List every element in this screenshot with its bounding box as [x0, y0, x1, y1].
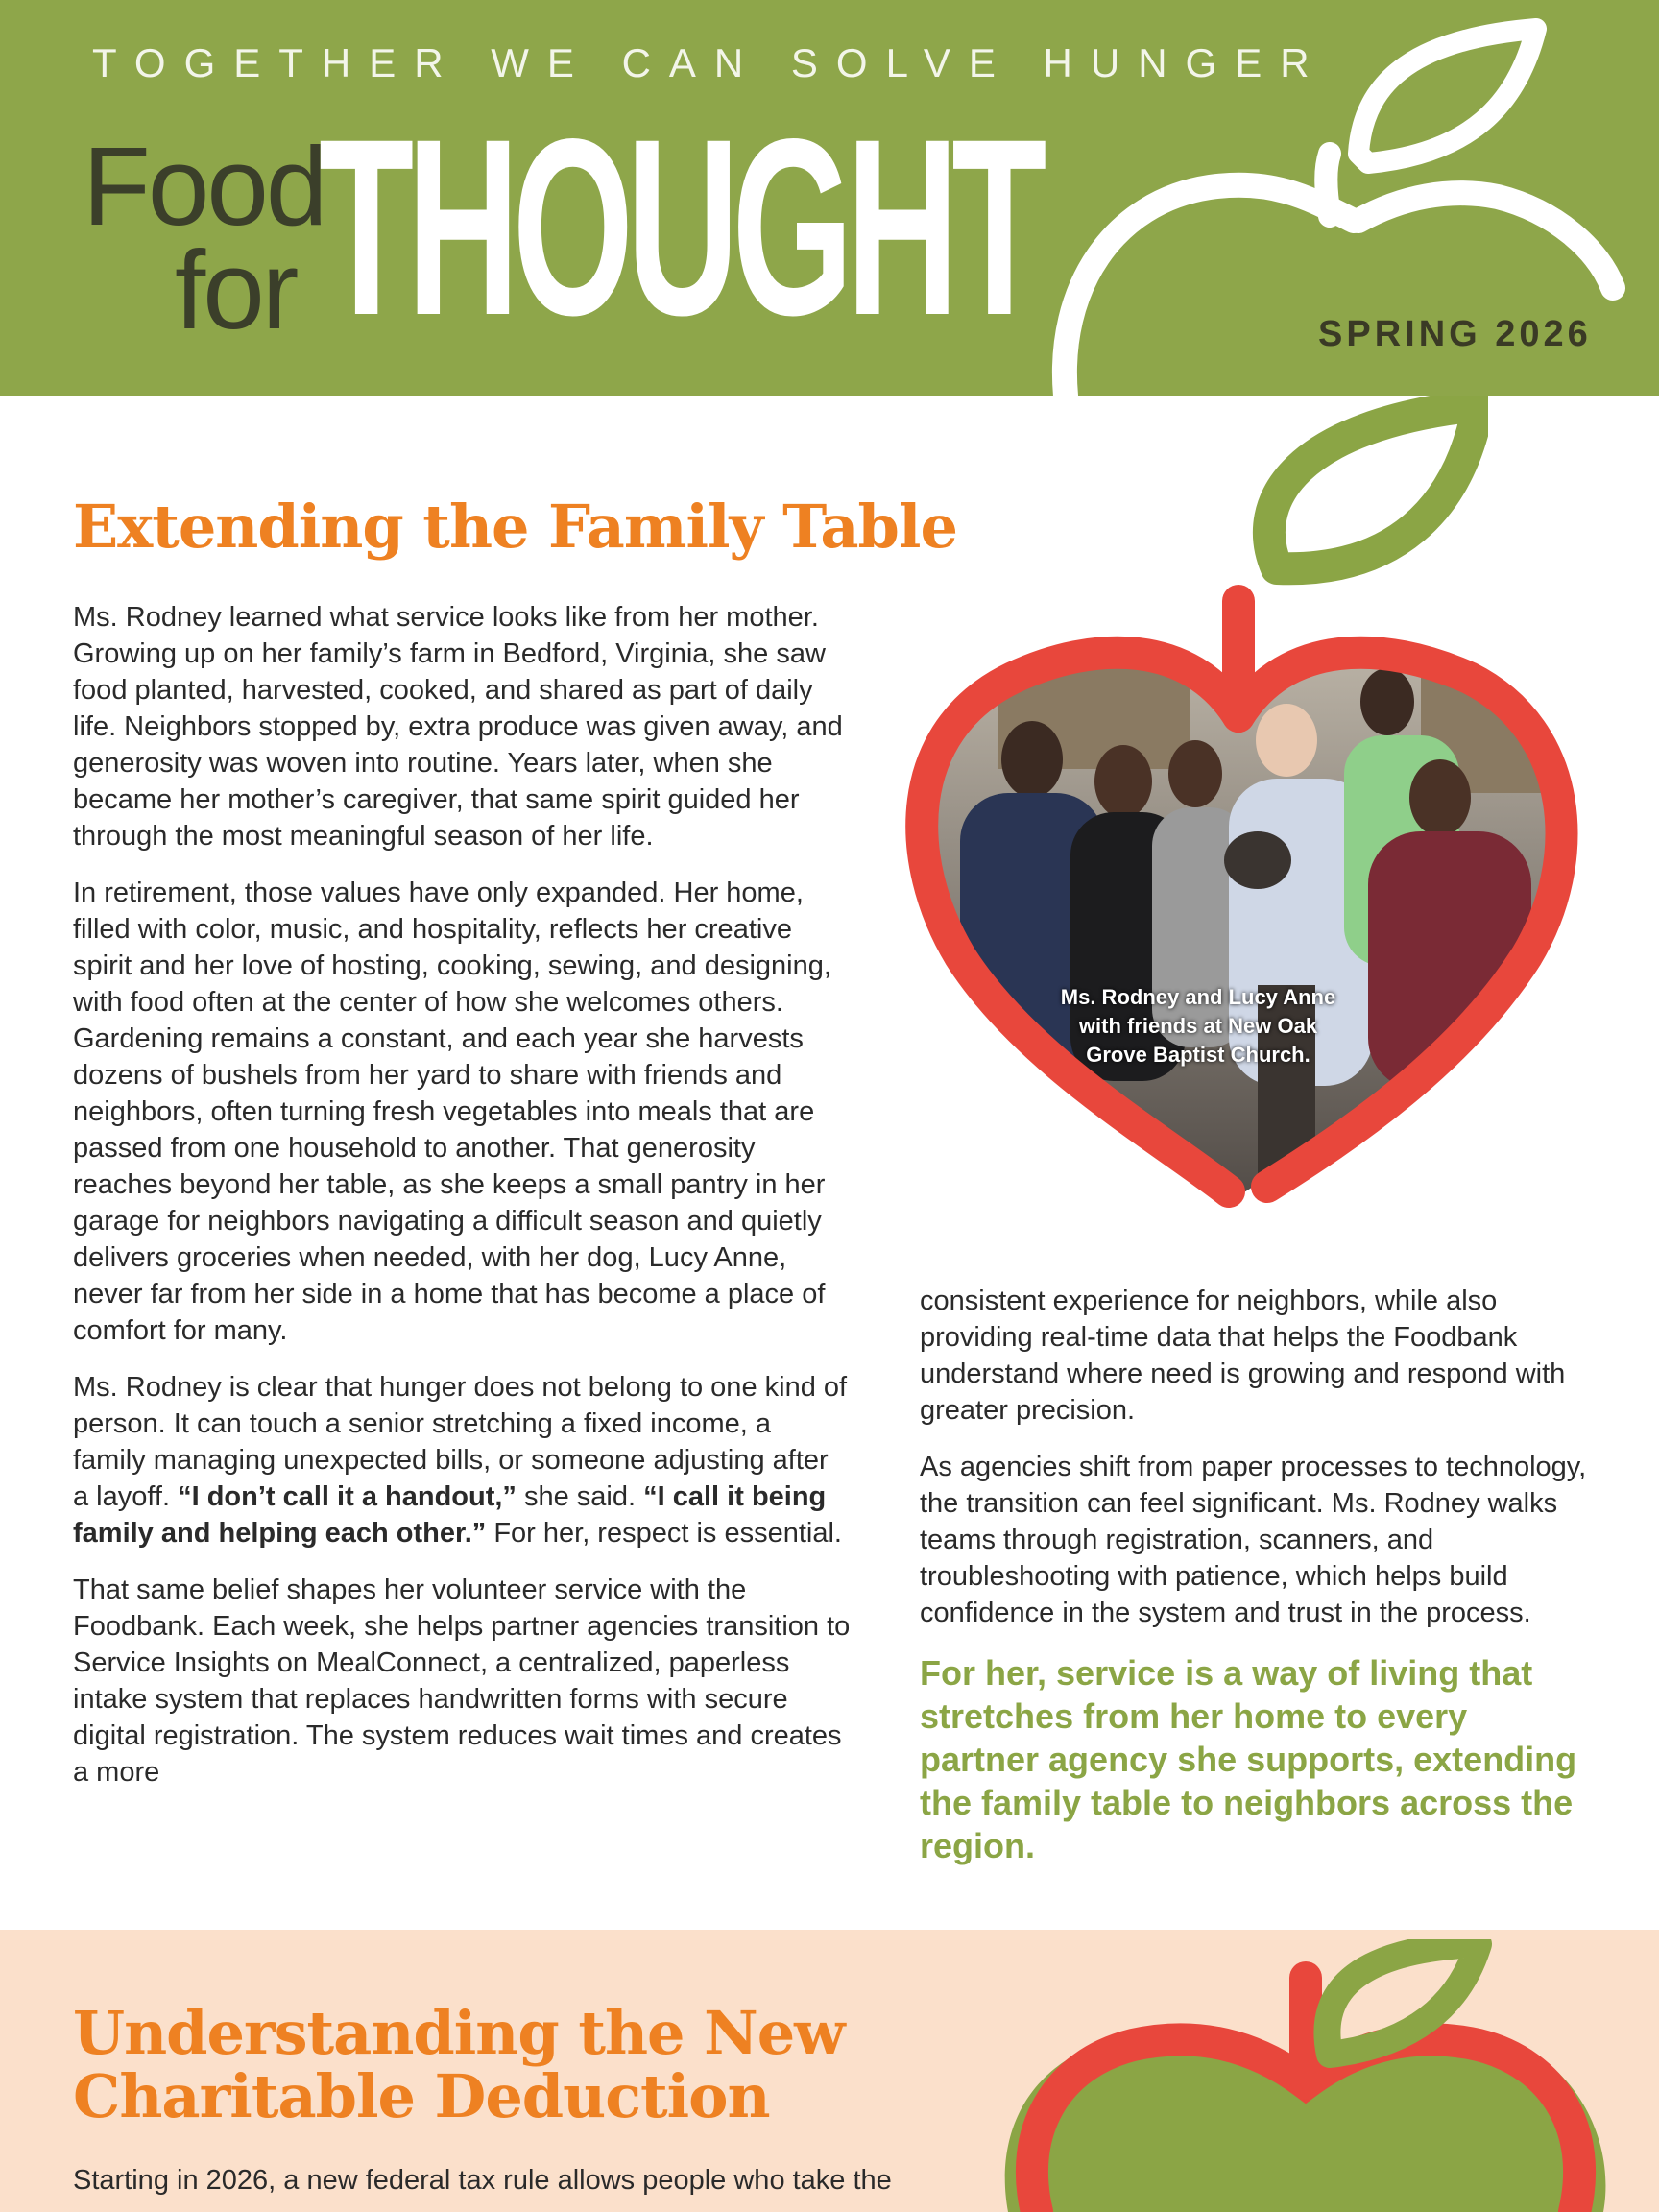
masthead — [0, 0, 1659, 396]
article-paragraph: In retirement, those values have only expanded. Her home, filled with color, music, and hospitality, reflects her creative spirit and her love of hosting, cooking, sewing, and designing, with food often at the center of how she welcomes others. Gardening remains a constant, and each year she harvests dozens of bushels from her yard to share with friends and neighbors, often turning fresh vegetables into meals that are passed from one household to another. That generosity reaches beyond her table, as she keeps a small pantry in her garage for neighbors navigating a difficult season and quietly delivers groceries when needed, with her dog, Lucy Anne, never far from her side in a home that has become a place of comfort for many. — [73, 878, 831, 1346]
article-column-left — [73, 599, 851, 1811]
masthead-title-thought: THOUGHT — [319, 86, 1041, 368]
issue-date: SPRING 2026 — [1318, 314, 1592, 354]
paragraph-text: she said. — [516, 1481, 644, 1512]
quote-family: “I call it being family and helping each other.” — [73, 1481, 827, 1549]
paragraph-text: Ms. Rodney is clear that hunger does not belong to one kind of person. It can touch a senior stretching a fixed income, a family managing unexpected bills, or someone adjusting after a layoff. — [73, 1372, 848, 1512]
article-paragraph — [73, 1369, 851, 1551]
title-food-word: Food — [83, 124, 325, 249]
section2-heading-line2: Charitable Deduction — [73, 2061, 770, 2131]
article-paragraph: As agencies shift from paper processes to technology, the transition can feel significant. Ms. Rodney walks teams through registration, scanners, and troubleshooting with patience, which helps build confidence in the system and trust in the process. — [920, 1452, 1587, 1628]
article-paragraph: That same belief shapes her volunteer service with the Foodbank. Each week, she helps partner agencies transition to Service Insights on MealConnect, a centralized, paperless intake system that replaces handwritten forms with secure digital registration. The system reduces wait times and creates a more — [73, 1575, 851, 1788]
section2-heading-line1: Understanding the New — [73, 1998, 845, 2068]
title-for-word: for — [175, 228, 297, 352]
section2-intro: Starting in 2026, a new federal tax rule allows people who take the — [73, 2165, 892, 2196]
article-paragraph: Ms. Rodney learned what service looks like from her mother. Growing up on her family’s farm in Bedford, Virginia, she saw food planted, harvested, cooked, and shared as part of daily life. Neighbors stopped by, extra produce was given away, and generosity was woven into routine. Years later, when she became her mother’s caregiver, that same spirit guided her through the most meaningful season of her life. — [73, 602, 843, 852]
masthead-tagline: TOGETHER WE CAN SOLVE HUNGER — [92, 40, 1328, 85]
paragraph-text: For her, respect is essential. — [486, 1518, 842, 1549]
quote-handout: “I don’t call it a handout,” — [178, 1481, 517, 1512]
heart-apple-icon — [998, 1939, 1613, 2212]
section2-heading — [73, 1998, 845, 2131]
article-paragraph: consistent experience for neighbors, while also providing real-time data that helps the Foodbank understand where need is growing and respond with greater precision. — [920, 1286, 1566, 1426]
article-column-right — [920, 1283, 1592, 1867]
masthead-title-small — [83, 124, 325, 352]
photo-caption: Ms. Rodney and Lucy Anne with friends at New Oak Grove Baptist Church. — [1060, 985, 1336, 1067]
article-heading: Extending the Family Table — [73, 492, 957, 562]
leaf-icon — [1238, 396, 1488, 588]
heart-photo-frame — [845, 572, 1632, 1244]
pull-quote: For her, service is a way of living that stretches from her home to every partner agency she supports, extending the family table to neighbors across the region. — [920, 1653, 1577, 1865]
